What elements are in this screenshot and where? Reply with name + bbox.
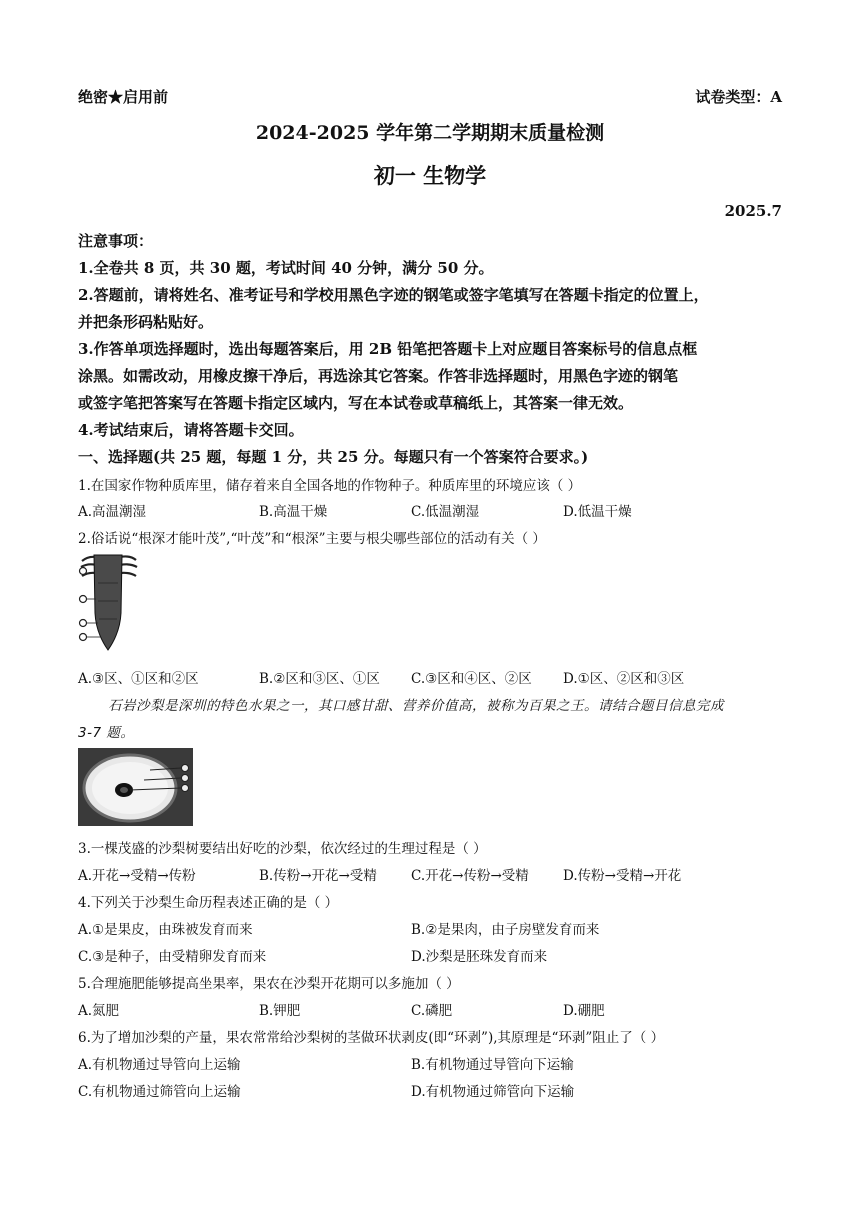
pear-label-2 [182, 775, 189, 782]
q6-option-a: A.有机物通过导管向上运输 [78, 1057, 241, 1073]
q6-stem: 6.为了增加沙梨的产量，果农常常给沙梨树的茎做环状剥皮(即“环剥”),其原理是“环剥”阻止了（ ） [78, 1030, 665, 1046]
q4-option-d: D.沙梨是胚珠发育而来 [411, 949, 548, 965]
q2-option-b: B.②区和③区、①区 [259, 671, 380, 687]
q4-option-b: B.②是果肉，由子房壁发育而来 [411, 922, 600, 938]
note-4: 4.考试结束后，请将答题卡交回。 [78, 421, 304, 439]
passage-line1: 石岩沙梨是深圳的特色水果之一，其口感甘甜、营养价值高，被称为百果之王。请结合题目信息完成 [108, 698, 724, 714]
q2-option-c: C.③区和④区、②区 [411, 671, 532, 687]
q3-option-c: C.开花→传粉→受精 [411, 868, 529, 884]
q2-option-a: A.③区、①区和②区 [78, 671, 199, 687]
notes-heading: 注意事项： [78, 232, 154, 250]
section1-heading: 一、选择题(共 25 题，每题 1 分，共 25 分。每题只有一个答案符合要求。) [78, 448, 589, 466]
exam-title: 2024-2025 学年第二学期期末质量检测 [255, 122, 605, 144]
note-2-line1: 2.答题前，请将姓名、准考证号和学校用黑色字迹的钢笔或签字笔填写在答题卡指定的位置上， [78, 286, 709, 304]
q1-option-c: C.低温潮湿 [411, 504, 480, 520]
q3-option-a: A.开花→受精→传粉 [78, 868, 196, 884]
pear-cross-section-figure [78, 748, 193, 826]
paper-type: 试卷类型：A [695, 88, 782, 106]
pear-label-3 [182, 785, 189, 792]
q3-stem: 3.一棵茂盛的沙梨树要结出好吃的沙梨，依次经过的生理过程是（ ） [78, 841, 487, 857]
label-circle-4 [80, 634, 87, 641]
q3-option-b: B.传粉→开花→受精 [259, 868, 377, 884]
exam-date: 2025.7 [724, 202, 782, 220]
q2-stem: 2.俗话说“根深才能叶茂”,“叶茂”和“根深”主要与根尖哪些部位的活动有关（ ） [78, 531, 546, 547]
label-circle-1 [80, 568, 87, 575]
q1-option-b: B.高温干燥 [259, 504, 328, 520]
q5-option-b: B.钾肥 [259, 1003, 301, 1019]
q5-option-c: C.磷肥 [411, 1003, 453, 1019]
q4-option-a: A.①是果皮，由珠被发育而来 [78, 922, 253, 938]
q5-option-d: D.硼肥 [563, 1003, 605, 1019]
note-3-line3: 或签字笔把答案写在答题卡指定区域内，写在本试卷或草稿纸上，其答案一律无效。 [78, 394, 634, 412]
q3-option-d: D.传粉→受精→开花 [563, 868, 682, 884]
note-3-line1: 3.作答单项选择题时，选出每题答案后，用 2B 铅笔把答题卡上对应题目答案标号的信息点框 [78, 340, 698, 358]
q6-option-c: C.有机物通过筛管向上运输 [78, 1084, 241, 1100]
secret-label: 绝密★启用前 [78, 88, 169, 106]
q6-option-d: D.有机物通过筛管向下运输 [411, 1084, 575, 1100]
pear-label-1 [182, 765, 189, 772]
q5-option-a: A.氮肥 [78, 1003, 120, 1019]
label-circle-3 [80, 620, 87, 627]
q1-option-a: A.高温潮湿 [78, 504, 147, 520]
note-3-line2: 涂黑。如需改动，用橡皮擦干净后，再选涂其它答案。作答非选择题时，用黑色字迹的钢笔 [78, 367, 679, 385]
root-tip-figure [76, 553, 148, 653]
q1-option-d: D.低温干燥 [563, 504, 632, 520]
q2-option-d: D.①区、②区和③区 [563, 671, 685, 687]
note-1: 1.全卷共 8 页，共 30 题，考试时间 40 分钟，满分 50 分。 [78, 259, 494, 277]
q1-stem: 1.在国家作物种质库里，储存着来自全国各地的作物种子。种质库里的环境应该（ ） [78, 478, 582, 494]
q4-option-c: C.③是种子，由受精卵发育而来 [78, 949, 267, 965]
note-2-line2: 并把条形码粘贴好。 [78, 313, 214, 331]
q6-option-b: B.有机物通过导管向下运输 [411, 1057, 574, 1073]
q4-stem: 4.下列关于沙梨生命历程表述正确的是（ ） [78, 895, 339, 911]
label-circle-2 [80, 596, 87, 603]
q5-stem: 5.合理施肥能够提高坐果率，果农在沙梨开花期可以多施加（ ） [78, 976, 460, 992]
passage-line2: 3-7 题。 [78, 725, 135, 741]
subject-title: 初一 生物学 [373, 163, 487, 188]
